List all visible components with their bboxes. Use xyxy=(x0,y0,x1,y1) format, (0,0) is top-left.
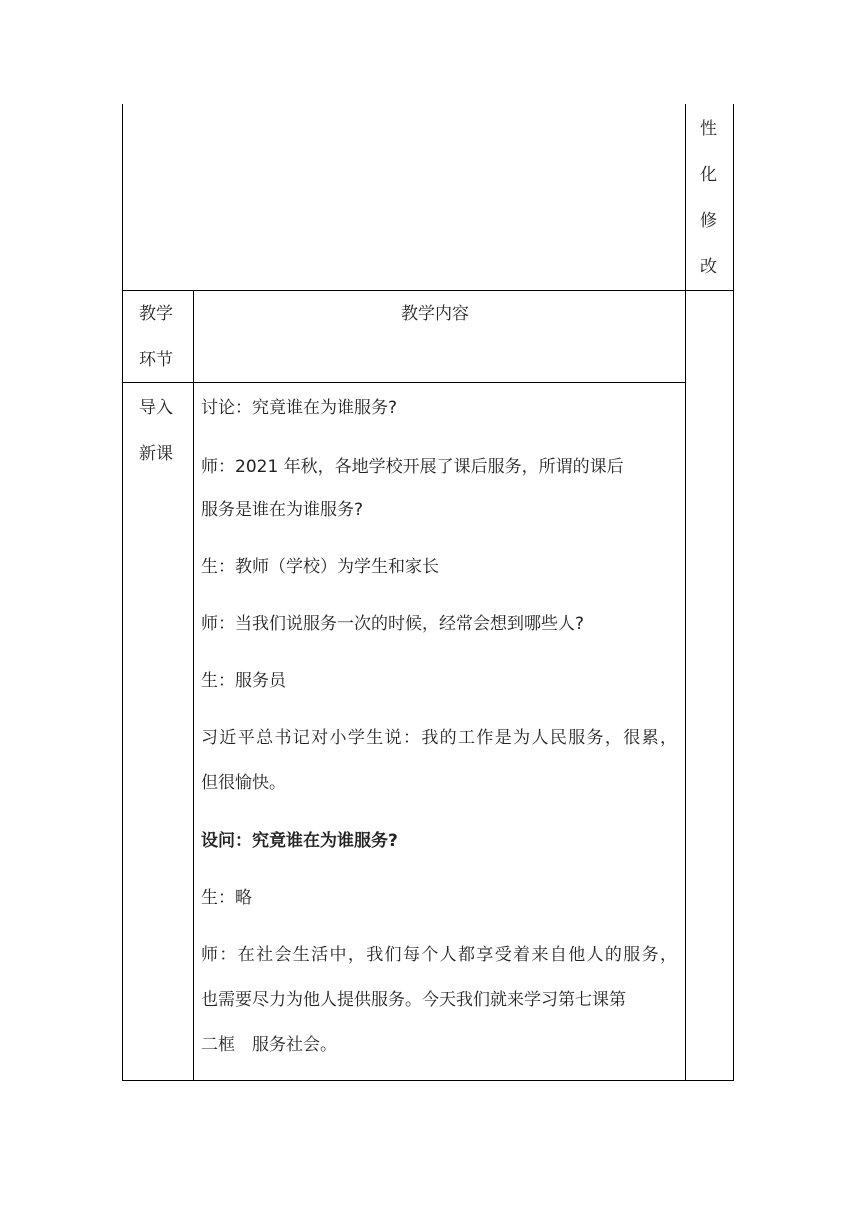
student-2-line: 生：服务员 xyxy=(201,671,286,691)
table-right-border xyxy=(733,104,734,1081)
remarks-char-4: 改 xyxy=(700,257,717,277)
remarks-char-1: 性 xyxy=(700,119,717,139)
section-header-line-1: 教学 xyxy=(139,304,173,324)
row-divider-2 xyxy=(122,382,686,383)
teacher-3-line-2: 也需要尽力为他人提供服务。今天我们就来学习第七课第 xyxy=(201,990,626,1010)
section-label-line-1: 导入 xyxy=(139,398,173,418)
teacher-3-line-1: 师：在社会生活中，我们每个人都享受着来自他人的服务， xyxy=(201,945,677,965)
remarks-column-divider xyxy=(685,104,686,1081)
remarks-char-2: 化 xyxy=(700,165,717,185)
teacher-1-line-1: 师：2021 年秋，各地学校开展了课后服务，所谓的课后 xyxy=(201,457,624,477)
quote-line-2: 但很愉快。 xyxy=(201,773,286,793)
quote-line-1: 习近平总书记对小学生说：我的工作是为人民服务，很累， xyxy=(201,728,677,748)
teacher-3-line-3: 二框 服务社会。 xyxy=(201,1035,337,1055)
question-line: 设问：究竟谁在为谁服务? xyxy=(201,831,398,851)
row-divider-1 xyxy=(122,290,734,291)
section-label-line-2: 新课 xyxy=(139,444,173,464)
section-header-line-2: 环节 xyxy=(139,350,173,370)
student-1-line: 生：教师（学校）为学生和家长 xyxy=(201,557,439,577)
table-bottom-border xyxy=(122,1080,734,1081)
teacher-2-line: 师：当我们说服务一次的时候，经常会想到哪些人? xyxy=(201,614,585,634)
content-header: 教学内容 xyxy=(401,304,469,324)
discussion-line: 讨论：究竟谁在为谁服务? xyxy=(201,398,398,418)
remarks-char-3: 修 xyxy=(700,211,717,231)
teacher-1-line-2: 服务是谁在为谁服务? xyxy=(201,500,364,520)
section-column-divider xyxy=(193,290,194,1081)
student-3-line: 生：略 xyxy=(201,888,252,908)
table-left-border xyxy=(122,104,123,1081)
